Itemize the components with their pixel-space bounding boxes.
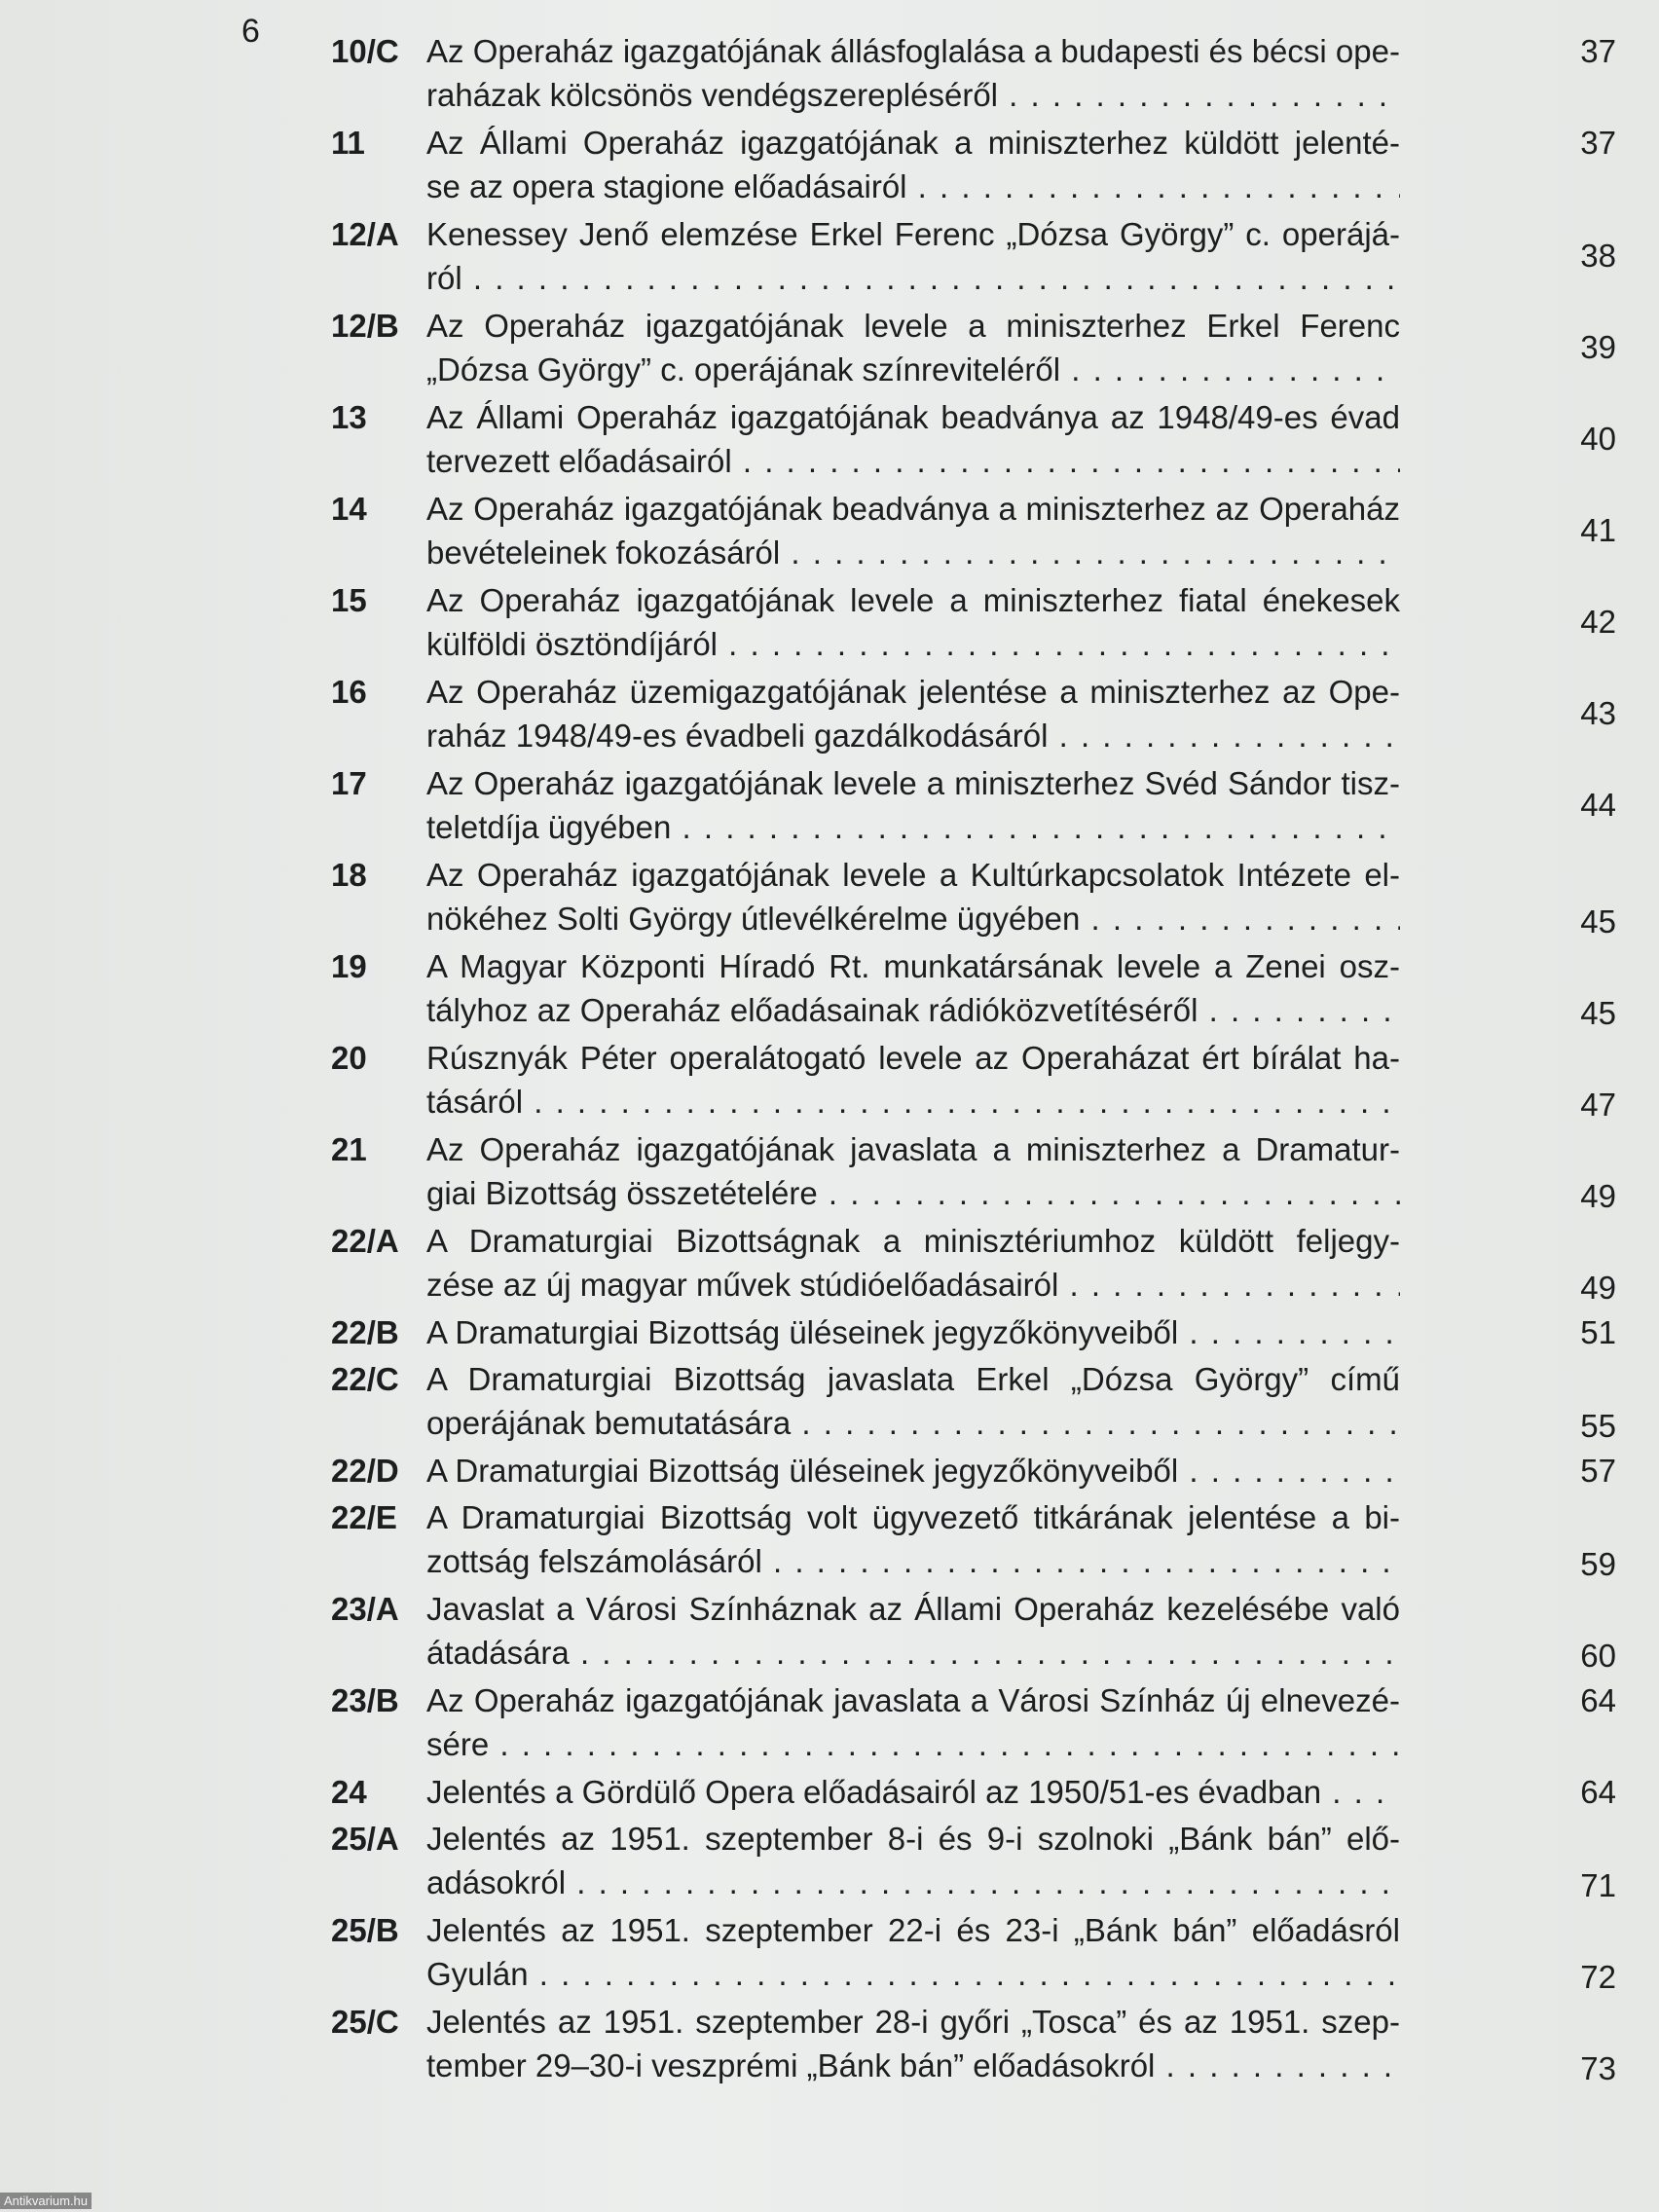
toc-entry-title-line: raházak kölcsönös vendégszerepléséről . . . [426, 73, 1400, 117]
toc-entry-page: 59 [1580, 1546, 1616, 1582]
toc-entry-title [426, 121, 1400, 208]
toc-entry-number: 19 [331, 948, 367, 984]
toc-entry-number: 16 [331, 674, 367, 710]
toc-entry-title-line: Az Operaház igazgatójának levele a miniszterhez Erkel Ferenc [426, 308, 1400, 344]
toc-entry-title [426, 304, 1400, 391]
toc-entry-title-line: Az Operaház igazgatójának levele a miniszterhez fiatal énekesek [426, 582, 1400, 618]
toc-entry-title-line: Az Állami Operaház igazgatójának a miniszterhez küldött jelenté- [426, 125, 1400, 161]
toc-entry-number: 23/A [331, 1591, 399, 1627]
toc-entry-title-line: tember 29–30-i veszprémi „Bánk bán” előadásokról . . . [426, 2044, 1400, 2087]
toc-entry-page: 37 [1580, 125, 1616, 161]
toc-entry-page: 64 [1580, 1774, 1616, 1810]
toc-entry-page: 72 [1580, 1959, 1616, 1995]
toc-entry-page: 55 [1580, 1408, 1616, 1444]
toc-entry-title-line: Jelentés az 1951. szeptember 8-i és 9-i szolnoki „Bánk bán” elő- [426, 1821, 1400, 1857]
toc-entry-number: 22/E [331, 1499, 397, 1535]
toc-entry-number: 15 [331, 582, 367, 618]
toc-entry-number: 22/B [331, 1314, 399, 1350]
toc-entry-title [426, 1219, 1400, 1307]
toc-entry-page: 57 [1580, 1453, 1616, 1489]
toc-entry-title-line: bevételeinek fokozásáról . . . [426, 531, 1400, 574]
toc-entry-title-line: Jelentés az 1951. szeptember 22-i és 23-i „Bánk bán” előadásról [426, 1912, 1400, 1948]
toc-entry-number: 21 [331, 1131, 367, 1167]
toc-entry-number: 18 [331, 857, 367, 893]
toc-entry-title-line: Javaslat a Városi Színháznak az Állami Operaház kezelésébe való [426, 1591, 1400, 1627]
toc-entry-number: 25/B [331, 1912, 399, 1948]
toc-entry-title-line: Kenessey Jenő elemzése Erkel Ferenc „Dózsa György” c. operájá- [426, 216, 1400, 252]
toc-entry-title-line: Az Operaház igazgatójának levele a Kultúrkapcsolatok Intézete el- [426, 857, 1400, 893]
toc-entry-title [426, 487, 1400, 574]
toc-entry-title-line: átadására . . . [426, 1631, 1400, 1675]
toc-entry-page: 42 [1580, 604, 1616, 640]
toc-entry-title-line: nökéhez Solti György útlevélkérelme ügyében . . . [426, 897, 1400, 940]
toc-entry-title [426, 944, 1400, 1032]
toc-entry-title-line: tásáról . . . [426, 1080, 1400, 1124]
page-number: 6 [241, 13, 260, 50]
toc-entry-title [426, 1495, 1400, 1583]
toc-entry-title-line: tályhoz az Operaház előadásainak rádióközvetítéséről . . . [426, 988, 1400, 1032]
toc-entry-title [426, 1449, 1400, 1493]
toc-entry-title-line: A Dramaturgiai Bizottság javaslata Erkel „Dózsa György” című [426, 1361, 1400, 1397]
toc-entry-title [426, 2000, 1400, 2087]
toc-entry-page: 64 [1580, 1682, 1616, 1718]
toc-entry-number: 25/A [331, 1821, 399, 1857]
toc-entry-page: 60 [1580, 1638, 1616, 1674]
toc-entry-title-line: zése az új magyar művek stúdióelőadásairól . . . [426, 1263, 1400, 1307]
toc-entry-page: 40 [1580, 421, 1616, 457]
toc-entry-title [426, 1587, 1400, 1675]
toc-entry-title-line: adásokról . . . [426, 1861, 1400, 1904]
toc-entry-number: 14 [331, 491, 367, 527]
toc-entry-title-line: tervezett előadásairól . . . [426, 439, 1400, 483]
toc-entry-title-line: operájának bemutatására . . . [426, 1401, 1400, 1445]
toc-entry-title [426, 395, 1400, 483]
toc-entry-title [426, 1817, 1400, 1904]
toc-entry-title [426, 1770, 1400, 1814]
toc-entry-title [426, 1908, 1400, 1996]
toc-entry-number: 17 [331, 765, 367, 801]
toc-entry-title-line: Gyulán . . . [426, 1952, 1400, 1996]
toc-entry-page: 45 [1580, 903, 1616, 940]
toc-entry-title [426, 578, 1400, 666]
toc-entry-page: 73 [1580, 2050, 1616, 2086]
toc-entry-title-line: „Dózsa György” c. operájának színreviteléről . . . [426, 348, 1400, 391]
toc-entry-title [426, 670, 1400, 757]
toc-entry-title-line: Az Operaház üzemigazgatójának jelentése a miniszterhez az Ope- [426, 674, 1400, 710]
toc-entry-title [426, 1678, 1400, 1766]
toc-entry-title-line: A Dramaturgiai Bizottság volt ügyvezető titkárának jelentése a bi- [426, 1499, 1400, 1535]
toc-entry-title-line: A Dramaturgiai Bizottságnak a minisztériumhoz küldött feljegy- [426, 1223, 1400, 1259]
toc-entry-number: 25/C [331, 2004, 399, 2040]
table-of-contents [321, 29, 1616, 2210]
toc-entry-title-line: Az Operaház igazgatójának javaslata a Városi Színház új elnevezé- [426, 1682, 1400, 1718]
toc-entry-title [426, 212, 1400, 300]
toc-entry-title-line: A Dramaturgiai Bizottság üléseinek jegyzőkönyveiből . . . [426, 1310, 1400, 1354]
toc-entry-title-line: se az opera stagione előadásairól . . . [426, 165, 1400, 208]
toc-entry-page: 44 [1580, 787, 1616, 823]
toc-entry-number: 13 [331, 399, 367, 435]
toc-entry-page: 47 [1580, 1087, 1616, 1123]
toc-entry-number: 10/C [331, 33, 399, 69]
toc-entry-page: 51 [1580, 1314, 1616, 1350]
toc-entry-title-line: A Dramaturgiai Bizottság üléseinek jegyzőkönyveiből . . . [426, 1449, 1400, 1493]
toc-entry-page: 41 [1580, 512, 1616, 548]
toc-entry-page: 38 [1580, 238, 1616, 274]
toc-entry-title-line: Az Operaház igazgatójának állásfoglalása a budapesti és bécsi ope- [426, 33, 1400, 69]
toc-entry-page: 49 [1580, 1178, 1616, 1214]
toc-entry-number: 11 [331, 125, 365, 161]
toc-entry-title-line: sére . . . [426, 1722, 1400, 1766]
toc-entry-title-line: teletdíja ügyében . . . [426, 805, 1400, 849]
toc-entry-title [426, 1357, 1400, 1445]
toc-entry-title [426, 1310, 1400, 1354]
toc-entry-title-line: Jelentés a Gördülő Opera előadásairól az 1950/51-es évadban . . . [426, 1770, 1400, 1814]
toc-entry-number: 24 [331, 1774, 367, 1810]
toc-entry-number: 20 [331, 1040, 367, 1076]
toc-entry-title [426, 1036, 1400, 1124]
toc-entry-title-line: A Magyar Központi Híradó Rt. munkatársának levele a Zenei osz- [426, 948, 1400, 984]
toc-entry-title [426, 1127, 1400, 1215]
toc-entry-page: 43 [1580, 695, 1616, 731]
toc-entry-title-line: Rúsznyák Péter operalátogató levele az Operaházat ért bírálat ha- [426, 1040, 1400, 1076]
toc-entry-number: 22/C [331, 1361, 399, 1397]
toc-entry-number: 12/A [331, 216, 399, 252]
toc-entry-title-line: Az Operaház igazgatójának beadványa a miniszterhez az Operaház [426, 491, 1400, 527]
toc-entry-title-line: giai Bizottság összetételére . . . [426, 1171, 1400, 1215]
toc-entry-title-line: külföldi ösztöndíjáról . . . [426, 622, 1400, 666]
toc-entry-title-line: Az Operaház igazgatójának levele a miniszterhez Svéd Sándor tisz- [426, 765, 1400, 801]
watermark: Antikvarium.hu [0, 2193, 92, 2209]
toc-entry-title-line: raház 1948/49-es évadbeli gazdálkodásáról . . . [426, 714, 1400, 757]
toc-entry-page: 45 [1580, 995, 1616, 1031]
toc-entry-page: 39 [1580, 329, 1616, 365]
toc-entry-page: 71 [1580, 1867, 1616, 1903]
toc-entry-title-line: ról . . . [426, 256, 1400, 300]
toc-entry-title [426, 29, 1400, 117]
toc-entry-number: 22/D [331, 1453, 399, 1489]
toc-entry-page: 49 [1580, 1270, 1616, 1306]
toc-entry-title-line: Jelentés az 1951. szeptember 28-i győri „Tosca” és az 1951. szep- [426, 2004, 1400, 2040]
toc-entry-title-line: zottság felszámolásáról . . . [426, 1539, 1400, 1583]
toc-entry-title-line: Az Operaház igazgatójának javaslata a miniszterhez a Dramatur- [426, 1131, 1400, 1167]
toc-entry-title-line: Az Állami Operaház igazgatójának beadványa az 1948/49-es évad [426, 399, 1400, 435]
toc-entry-title [426, 853, 1400, 940]
toc-entry-number: 12/B [331, 308, 399, 344]
toc-entry-page: 37 [1580, 33, 1616, 69]
toc-entry-title [426, 761, 1400, 849]
toc-entry-number: 23/B [331, 1682, 399, 1718]
toc-entry-number: 22/A [331, 1223, 399, 1259]
